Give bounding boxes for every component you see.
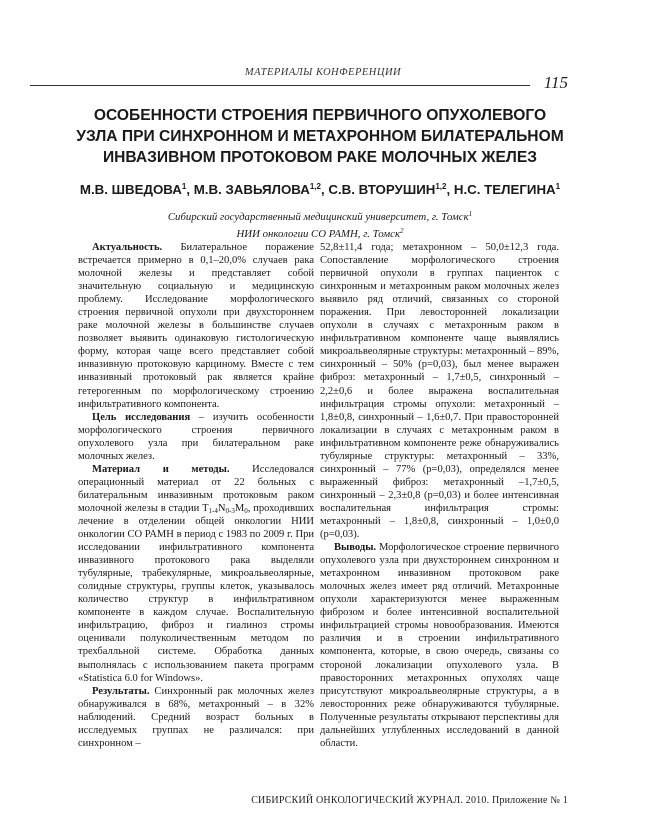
author-name: С.В. ВТОРУШИН xyxy=(328,182,436,197)
section-heading: Актуальность. xyxy=(92,242,163,253)
article-title xyxy=(40,105,600,168)
paragraph-text: Исследовался операционный материал от 22 больных с билатеральным инвазивным протоковым раком молочной железы в стадии xyxy=(78,463,314,514)
paragraph-text: Синхронный рак молочных желез обнаруживался в 68%, метахронный – в 32% наблюдений. Средний возраст больных в исследуемых группах не различался: при синхронном – xyxy=(78,685,314,749)
paragraph-text: – изучить особенности морфологического строения первичного опухолевого узла при билатеральном раке молочных желез. xyxy=(78,411,314,462)
stage-letter: T xyxy=(202,502,209,514)
stage-formula xyxy=(202,503,248,514)
section-heading: Материал и методы. xyxy=(92,463,230,475)
author-affiliation-mark: 1,2 xyxy=(309,182,321,191)
paragraph-text: Билатеральное поражение встречается примерно в 0,1–20,0% случаев рака молочной железы и представляет собой значительную социальную и медицинскую проблему. Исследование морфологического строения первичной опухоли при двухстороннем раке молочной железы в большинстве случаев позволяет выявить одинаковую гистологическую форму, которая чаще всего представляет собой инвазивную протоковую карциному. Вместе с тем инвазивный протоковый рак является крайне гетерогенным по морфологическому строению инфильтративного компонента. xyxy=(78,242,314,410)
affiliation-number: 2 xyxy=(400,227,404,235)
author-affiliation-mark: 1 xyxy=(555,182,561,191)
paragraph-results-continued xyxy=(320,241,559,541)
section-heading: Выводы. xyxy=(334,542,377,554)
paragraph-results xyxy=(78,685,314,750)
paragraph-text: , проходивших лечение в отделении общей онкологии НИИ онкологии СО РАМН в период с 1983 по 2009 г. При исследовании инфильтративного компонента инвазивного протокового рака выделяли тубулярные, трабекулярные, микроальвеолярные, солидные структуры, группы клеток, указывалось количество структур в инфильтративном компоненте в каждом случае. Воспалительную инфильтрацию, фиброз и гиалиноз стромы оценивали полуколичественным методом по трехбалльной системе. Обработка данных выполнялась с использованием пакета программ «Statistica 6.0 for Windows». xyxy=(78,502,315,684)
body-column-left xyxy=(78,241,314,750)
author-separator: , xyxy=(186,182,194,197)
header-rule xyxy=(30,85,530,86)
paragraph-text: Морфологическое строение первичного опухолевого узла при двухстороннем синхронном и метахронном инвазивном протоковом раке молочных желез имеет ряд отличий. Метахронные опухоли характеризуются менее выраженным фиброзом и более интенсивной воспалительной инфильтрацией стромы новообразования. Имеются различия и в строении инфильтративного компонента, которые, в свою очередь, связаны со стороной локализации опухолевого узла. В правосторонних метахронных опухолях чаще присутствуют микроальвеолярные структуры, а в левосторонних реже обнаруживаются тубулярные. Полученные результаты открывают перспективы для дальнейших углубленных исследований в данной области. xyxy=(320,542,559,749)
paragraph-methods xyxy=(78,463,314,685)
paragraph-conclusions xyxy=(320,541,559,750)
affiliation-line xyxy=(60,207,580,224)
author-separator: , xyxy=(446,182,454,197)
paragraph-actuality xyxy=(78,241,314,411)
author-name: М.В. ШВЕДОВА xyxy=(79,182,182,197)
paragraph-text: 52,8±11,4 года; метахронном – 50,0±12,3 года. Сопоставление морфологического строения первичной опухоли в группах пациенток с синхронным и метахронным раком молочных желез выявило ряд отличий, связанных со стороной поражения. При левосторонней локализации опухоли в случаях с метахронным раком в инфильтративном компоненте чаще выявлялись микроальвеолярные структуры: метахронный – 89%, синхронный – 50% (p=0,03), был менее выражен фиброз: метахронный – 1,7±0,5, синхронный – 2,2±0,6 и более выражена воспалительная инфильтрация стромы опухоли: метахронный – 1,8±0,8, синхронный – 1,6±0,7. При правосторонней локализации в случаях с метахронным раком в инфильтративном компоненте реже обнаруживались тубулярные структуры: метахронный – 33%, синхронный – 77% (p=0,03), определялся менее выраженный фиброз: метахронный –1,7±0,5, синхронный – 2,3±0,8 (p=0,03) и более интенсивная воспалительная инфильтрация стромы: метахронный – 1,8±0,8, синхронный – 1,0±0,0 (p=0,03). xyxy=(320,242,559,541)
title-line: ИНВАЗИВНОМ ПРОТОКОВОМ РАКЕ МОЛОЧНЫХ ЖЕЛЕЗ xyxy=(102,149,538,166)
author-affiliation-mark: 1 xyxy=(181,182,187,191)
journal-footer: СИБИРСКИЙ ОНКОЛОГИЧЕСКИЙ ЖУРНАЛ. 2010. Приложение № 1 xyxy=(251,795,568,806)
running-head: МАТЕРИАЛЫ КОНФЕРЕНЦИИ xyxy=(244,67,402,78)
affiliation-number: 1 xyxy=(468,210,473,218)
body-column-right xyxy=(320,241,559,750)
author-separator: , xyxy=(320,182,329,197)
paragraph-aim xyxy=(78,411,314,463)
affiliation-text: НИИ онкологии СО РАМН, г. Томск xyxy=(236,228,400,240)
stage-index: 0-3 xyxy=(225,506,235,515)
affiliations xyxy=(60,207,580,241)
author-name: Н.С. ТЕЛЕГИНА xyxy=(453,182,556,197)
title-line: УЗЛА ПРИ СИНХРОННОМ И МЕТАХРОННОМ БИЛАТЕРАЛЬНОМ xyxy=(76,128,564,145)
stage-index: 1-4 xyxy=(208,506,218,515)
author-name: М.В. ЗАВЬЯЛОВА xyxy=(193,182,310,197)
section-heading: Цель исследования xyxy=(92,411,191,423)
affiliation-text: Сибирский государственный медицинский университет, г. Томск xyxy=(167,211,469,223)
page-number: 115 xyxy=(543,73,568,92)
stage-index: 0 xyxy=(244,506,248,515)
stage-letter: N xyxy=(217,502,226,514)
title-line: ОСОБЕННОСТИ СТРОЕНИЯ ПЕРВИЧНОГО ОПУХОЛЕВОГО xyxy=(93,107,547,124)
author-list xyxy=(30,179,610,198)
section-heading: Результаты. xyxy=(92,685,150,697)
affiliation-line xyxy=(60,224,580,241)
author-affiliation-mark: 1,2 xyxy=(435,182,447,191)
stage-letter: M xyxy=(234,502,245,514)
